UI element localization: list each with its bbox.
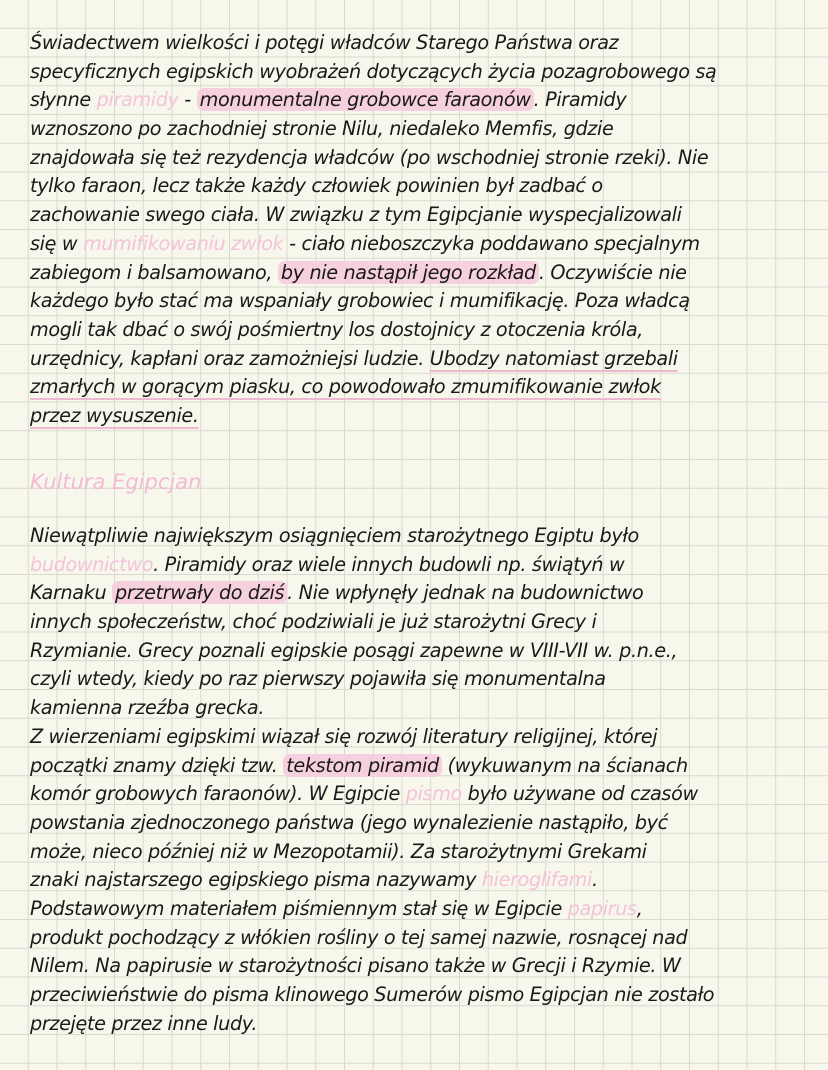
- text-line: [30, 694, 820, 723]
- text-segment: Podstawowym materiałem piśmiennym stał się w Egipcie: [30, 896, 568, 920]
- keyword-term: mumifikowaniu zwłok: [82, 231, 284, 255]
- text-line: [30, 58, 820, 87]
- text-segment: może, nieco później niż w Mezopotamii). Za starożytnymi Grekami: [30, 839, 647, 863]
- highlighted-phrase: by nie nastąpił jego rozkład: [278, 261, 539, 284]
- underlined-phrase: przez wysuszenie.: [30, 403, 199, 427]
- text-segment: się w: [30, 231, 83, 255]
- paragraph-pyramids-mummification: [30, 29, 820, 431]
- text-line: [30, 866, 820, 895]
- text-segment: urzędnicy, kapłani oraz zamożniejsi ludzie.: [30, 346, 430, 370]
- text-segment: (wykuwanym na ścianach: [441, 753, 688, 777]
- text-line: [30, 230, 820, 259]
- text-segment: początki znamy dzięki tzw.: [30, 753, 284, 777]
- text-line: [30, 522, 820, 551]
- keyword-term: papirus: [567, 896, 637, 920]
- text-line: [30, 579, 820, 608]
- keyword-term: budownictwo: [30, 552, 154, 576]
- text-line: [30, 752, 820, 781]
- text-segment: powstania zjednoczonego państwa (jego wynalezienie nastąpiło, być: [30, 810, 668, 834]
- text-segment: zachowanie swego ciała. W związku z tym Egipcjanie wyspecjalizowali: [30, 203, 682, 227]
- text-line: [30, 665, 820, 694]
- text-line: [30, 115, 820, 144]
- text-line: [30, 287, 820, 316]
- text-segment: . Oczywiście nie: [538, 260, 687, 284]
- text-segment: komór grobowych faraonów). W Egipcie: [30, 782, 406, 806]
- text-segment: mogli tak dbać o swój pośmiertny los dostojnicy z otoczenia króla,: [30, 317, 644, 341]
- text-segment: . Piramidy oraz wiele innych budowli np. świątyń w: [153, 552, 625, 576]
- text-segment: Karnaku: [30, 581, 113, 605]
- text-line: [30, 1010, 820, 1039]
- text-segment: Świadectwem wielkości i potęgi władców Starego Państwa oraz: [30, 31, 619, 54]
- text-line: [30, 316, 820, 345]
- text-line: [30, 345, 820, 374]
- text-segment: każdego było stać ma wspaniały grobowiec i mumifikację. Poza władcą: [30, 289, 690, 313]
- text-line: [30, 86, 820, 115]
- text-segment: innych społeczeństw, choć podziwiali je już starożytni Grecy i: [30, 610, 597, 634]
- keyword-term: piramidy: [96, 88, 179, 112]
- text-segment: przejęte przez inne ludy.: [30, 1011, 258, 1035]
- text-segment: kamienna rzeźba grecka.: [30, 696, 265, 720]
- text-segment: specyficznych egipskich wyobrażeń dotyczących życia pozagrobowego są: [30, 59, 717, 83]
- text-segment: wznoszono po zachodniej stronie Nilu, niedaleko Memfis, gdzie: [30, 117, 614, 141]
- keyword-term: pismo: [405, 782, 462, 806]
- text-segment: znaki najstarszego egipskiego pisma nazywamy: [30, 868, 482, 892]
- text-segment: czyli wtedy, kiedy po raz pierwszy pojawiła się monumentalna: [30, 667, 606, 691]
- text-segment: przeciwieństwie do pisma klinowego Sumerów pismo Egipcjan nie zostało: [30, 983, 715, 1006]
- text-segment: znajdowała się też rezydencja władców (po wschodniej stronie rzeki). Nie: [30, 145, 709, 169]
- highlighted-phrase: tekstom piramid: [283, 754, 442, 777]
- text-line: [30, 402, 820, 431]
- text-line: [30, 895, 820, 924]
- section-heading: Kultura Egipcjan: [30, 470, 202, 494]
- text-line: [30, 723, 820, 752]
- text-line: [30, 172, 820, 201]
- text-segment: słynne: [30, 88, 97, 112]
- keyword-term: hieroglifami: [481, 868, 592, 892]
- text-segment: tylko faraon, lecz także każdy człowiek powinien był zadbać o: [30, 174, 603, 198]
- text-segment: -: [178, 88, 197, 112]
- paragraph-egyptian-culture: [30, 522, 820, 1038]
- text-line: [30, 259, 820, 288]
- text-line: [30, 780, 820, 809]
- text-line: [30, 838, 820, 867]
- text-segment: Rzymianie. Grecy poznali egipskie posągi zapewne w VIII-VII w. p.n.e.,: [30, 638, 678, 662]
- text-segment: produkt pochodzący z włókien rośliny o tej samej nazwie, rosnącej nad: [30, 925, 688, 949]
- text-line: [30, 144, 820, 173]
- text-line: [30, 373, 820, 402]
- text-line: [30, 809, 820, 838]
- text-segment: - ciało nieboszczyka poddawano specjalnym: [283, 231, 700, 255]
- text-segment: zabiegom i balsamowano,: [30, 260, 278, 284]
- text-segment: było używane od czasów: [461, 782, 698, 806]
- underlined-phrase: zmarłych w gorącym piasku, co powodowało zmumifikowanie zwłok: [30, 375, 661, 399]
- text-line: [30, 551, 820, 580]
- text-segment: . Piramidy: [533, 88, 627, 112]
- text-segment: Niewątpliwie największym osiągnięciem starożytnego Egiptu było: [30, 524, 639, 547]
- underlined-phrase: Ubodzy natomiast grzebali: [429, 346, 678, 370]
- text-line: [30, 29, 820, 58]
- text-line: [30, 201, 820, 230]
- text-segment: Z wierzeniami egipskimi wiązał się rozwój literatury religijnej, której: [30, 724, 658, 748]
- text-line: [30, 981, 820, 1010]
- highlighted-phrase: monumentalne grobowce faraonów: [197, 88, 534, 111]
- text-segment: ,: [636, 896, 643, 920]
- text-line: [30, 952, 820, 981]
- text-segment: Nilem. Na papirusie w starożytności pisano także w Grecji i Rzymie. W: [30, 954, 681, 978]
- text-segment: .: [591, 868, 598, 892]
- text-line: [30, 637, 820, 666]
- text-line: [30, 924, 820, 953]
- highlighted-phrase: przetrwały do dziś: [112, 581, 287, 604]
- text-line: [30, 608, 820, 637]
- text-segment: . Nie wpłynęły jednak na budownictwo: [287, 581, 644, 605]
